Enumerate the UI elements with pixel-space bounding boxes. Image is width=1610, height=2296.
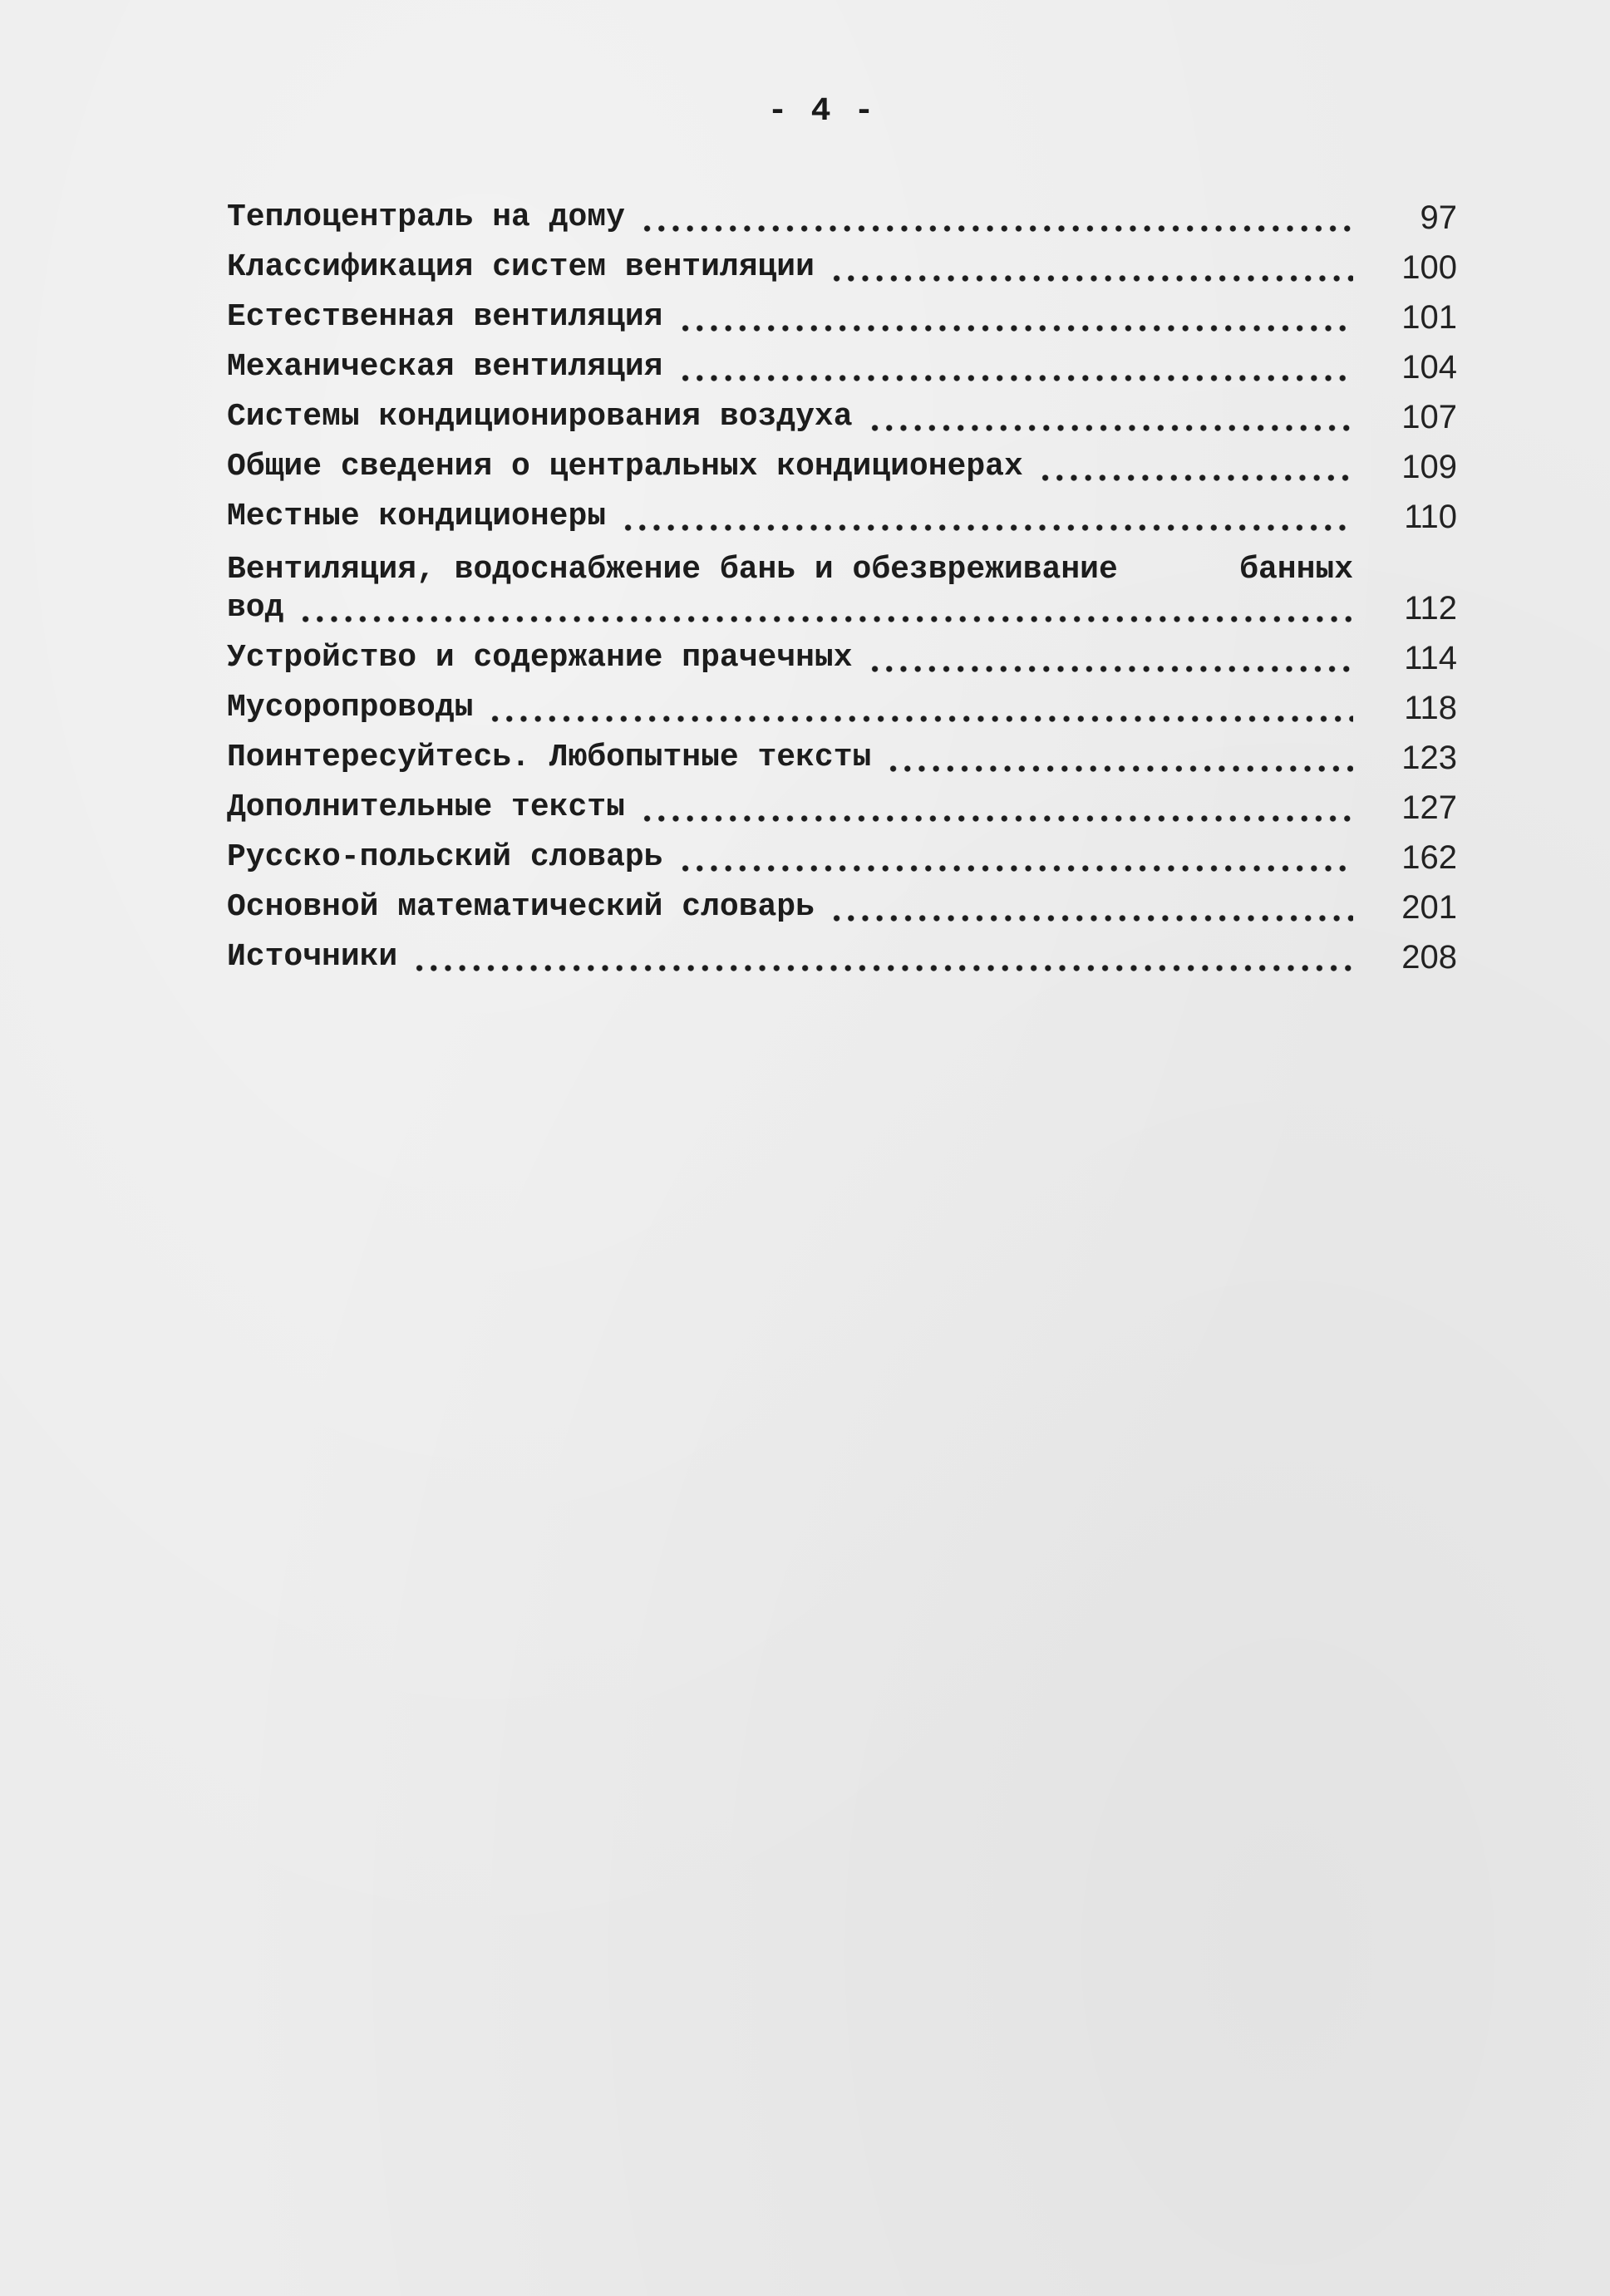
toc-entry-title: Механическая вентиляция	[227, 349, 663, 385]
dot-leader	[830, 249, 1353, 286]
dot-leader	[678, 299, 1354, 336]
dot-leader	[886, 740, 1353, 776]
toc-entry-title: Источники	[227, 939, 398, 975]
toc-entry-title: Основной математический словарь	[227, 889, 815, 925]
toc-entry	[227, 776, 1457, 826]
dot-leader	[868, 640, 1353, 676]
toc-entry-page: 101	[1401, 299, 1457, 336]
toc-entry-page: 114	[1404, 640, 1457, 676]
toc-entry-page: 127	[1401, 789, 1457, 826]
toc-entry	[227, 336, 1457, 386]
toc-entry-page: 123	[1401, 740, 1457, 776]
dot-leader	[621, 499, 1353, 535]
toc-entry-page: 100	[1401, 249, 1457, 286]
toc-entry	[227, 876, 1457, 926]
toc-entry-page: 208	[1401, 939, 1457, 976]
toc-entry-title: Общие сведения о центральных кондиционерах	[227, 449, 1023, 484]
dot-leader	[412, 939, 1353, 976]
toc-entry-title: Естественная вентиляция	[227, 299, 663, 335]
toc-entry-title-line1-end: банных	[1239, 552, 1353, 588]
toc-entry	[227, 676, 1457, 726]
toc-entry-title: Мусоропроводы	[227, 690, 474, 725]
toc-entry-page: 104	[1401, 349, 1457, 386]
toc-entry-page: 201	[1401, 889, 1457, 926]
toc-entry-page: 97	[1420, 199, 1457, 236]
toc-entry	[227, 386, 1457, 435]
toc-entry	[227, 726, 1457, 776]
dot-leader	[1038, 449, 1353, 485]
dot-leader	[678, 839, 1354, 876]
toc-entry-title: Местные кондиционеры	[227, 499, 607, 534]
toc-entry-title-line2: вод	[227, 590, 284, 626]
dot-leader	[298, 590, 1353, 627]
toc-entry-title: Классификация систем вентиляции	[227, 249, 815, 285]
table-of-contents	[227, 186, 1457, 976]
toc-entry	[227, 826, 1457, 876]
dot-leader	[868, 399, 1353, 435]
toc-entry-title: Системы кондиционирования воздуха	[227, 399, 853, 435]
page-number: - 4 -	[767, 93, 876, 130]
toc-entry-page: 112	[1404, 590, 1457, 627]
dot-leader	[640, 199, 1353, 236]
toc-entry-title: Поинтересуйтесь. Любопытные тексты	[227, 740, 872, 775]
toc-entry	[227, 485, 1457, 535]
toc-entry	[227, 627, 1457, 676]
toc-entry-page: 107	[1401, 399, 1457, 435]
dot-leader	[640, 789, 1353, 826]
dot-leader	[488, 690, 1353, 726]
toc-entry	[227, 435, 1457, 485]
toc-entry	[227, 535, 1457, 627]
toc-entry	[227, 186, 1457, 236]
dot-leader	[678, 349, 1354, 386]
toc-entry-page: 110	[1404, 499, 1457, 535]
toc-entry-title: Теплоцентраль на дому	[227, 199, 625, 235]
toc-entry	[227, 926, 1457, 976]
toc-entry-page: 162	[1401, 839, 1457, 876]
dot-leader	[830, 889, 1353, 926]
toc-entry-title-line1: Вентиляция, водоснабжение бань и обезвреживание	[227, 552, 1118, 588]
toc-entry-page: 109	[1401, 449, 1457, 485]
toc-entry	[227, 236, 1457, 286]
toc-entry-title: Устройство и содержание прачечных	[227, 640, 853, 676]
toc-entry-page: 118	[1404, 690, 1457, 726]
toc-entry-title: Дополнительные тексты	[227, 789, 625, 825]
toc-entry-title: Русско-польский словарь	[227, 839, 663, 875]
toc-entry	[227, 286, 1457, 336]
